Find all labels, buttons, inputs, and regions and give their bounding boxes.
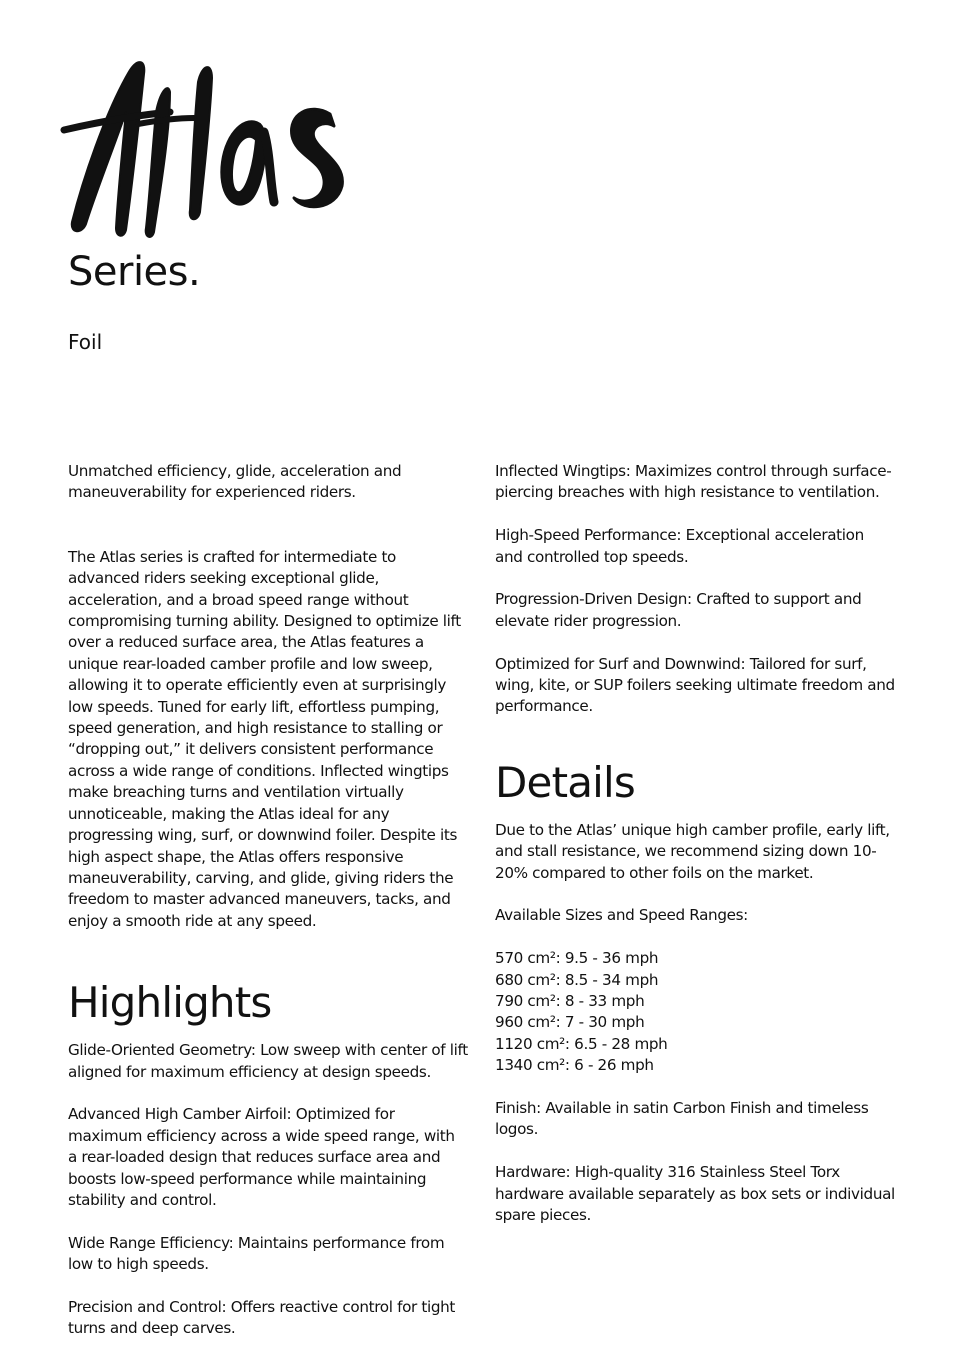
highlight-item: High-Speed Performance: Exceptional acceleration and controlled top speeds.	[495, 526, 864, 566]
highlight-item: Advanced High Camber Airfoil: Optimized for maximum efficiency across a wide speed range, with a rear-loaded design that reduces surface area and boosts low-speed performance while maintaining stability and control.	[68, 1105, 455, 1209]
intro-paragraph: The Atlas series is crafted for intermediate to advanced riders seeking exceptional glide, acceleration, and a broad speed range without compromising turning ability. Designed to optimize lift over a reduced surface area, the Atlas features a unique rear-loaded camber profile and low sweep, allowing it to operate efficiently even at surprisingly low speeds. Tuned for early lift, effortless pumping, speed generation, and high resistance to stalling or “dropping out,” it delivers consistent performance across a wide range of conditions. Inflected wingtips make breaching turns and ventilation virtually unnoticeable, making the Atlas ideal for any progressing wing, surf, or downwind foiler. Despite its high aspect shape, the Atlas offers responsive maneuverability, carving, and glide, giving riders the freedom to master advanced maneuvers, tacks, and enjoy a smooth ride at any speed.	[68, 547, 461, 930]
size-item: 1120 cm²: 6.5 - 28 mph	[495, 1034, 668, 1053]
highlight-item: Inflected Wingtips: Maximizes control through surface-piercing breaches with high resistance to ventilation.	[495, 462, 892, 502]
finish-text: Finish: Available in satin Carbon Finish and timeless logos.	[495, 1099, 869, 1139]
size-item: 960 cm²: 7 - 30 mph	[495, 1013, 645, 1032]
details-intro: Due to the Atlas’ unique high camber profile, early lift, and stall resistance, we recommend sizing down 10-20% compared to other foils on the market.	[495, 820, 890, 882]
size-item: 790 cm²: 8 - 33 mph	[495, 992, 645, 1011]
highlight-item: Glide-Oriented Geometry: Low sweep with center of lift aligned for maximum efficiency at design speeds.	[68, 1041, 468, 1081]
sizes-list	[495, 948, 895, 1076]
size-item: 1340 cm²: 6 - 26 mph	[495, 1056, 654, 1075]
hardware-text: Hardware: High-quality 316 Stainless Steel Torx hardware available separately as box sets or individual spare pieces.	[495, 1163, 895, 1225]
size-item: 570 cm²: 9.5 - 36 mph	[495, 949, 659, 968]
highlight-item: Wide Range Efficiency: Maintains performance from low to high speeds.	[68, 1233, 445, 1274]
highlights-heading: Highlights	[68, 978, 272, 1028]
lead-paragraph: Unmatched efficiency, glide, acceleration and maneuverability for experienced riders.	[68, 462, 402, 502]
details-heading: Details	[495, 757, 636, 807]
size-item: 680 cm²: 8.5 - 34 mph	[495, 970, 659, 989]
right-column	[495, 461, 895, 1248]
sizes-heading: Available Sizes and Speed Ranges:	[495, 906, 748, 925]
atlas-logo	[60, 52, 360, 242]
highlight-item: Progression-Driven Design: Crafted to support and elevate rider progression.	[495, 590, 862, 630]
highlight-item: Precision and Control: Offers reactive control for tight turns and deep carves.	[68, 1297, 456, 1338]
series-title: Series.	[68, 249, 201, 295]
highlight-item: Optimized for Surf and Downwind: Tailored for surf, wing, kite, or SUP foilers seeking ultimate freedom and performance.	[495, 654, 895, 716]
left-column	[68, 461, 468, 1361]
product-subtitle: Foil	[68, 330, 103, 354]
